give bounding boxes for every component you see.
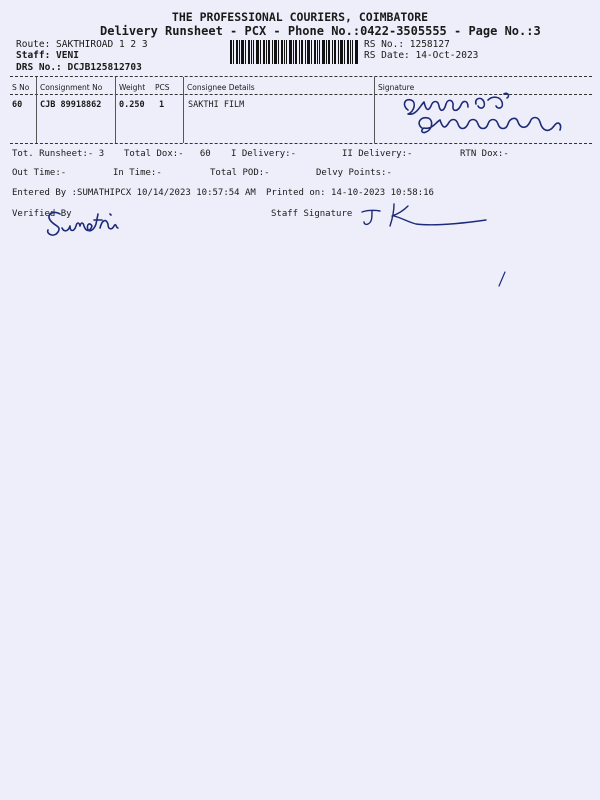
header-consignment-no: Consignment No [40,83,103,92]
staff-label: Staff: VENI [16,50,79,61]
cell-pcs: 1 [159,100,165,110]
barcode [230,40,358,64]
i-delivery: I Delivery:- [231,149,297,159]
recipient-signature [398,90,568,146]
column-divider [36,77,37,143]
cell-consignee: SAKTHI FILM [188,100,245,110]
cell-consignment-no: CJB 89918862 [40,100,102,110]
rs-number: RS No.: 1258127 [364,39,450,50]
stray-pen-mark [496,270,508,288]
rs-date: RS Date: 14-Oct-2023 [364,50,479,61]
header-consignee-details: Consignee Details [187,83,255,92]
printed-on: Printed on: 14-10-2023 10:58:16 [266,188,434,198]
table-bottom-divider [10,143,592,144]
staff-signature [358,202,490,232]
route-label: Route: SAKTHIROAD 1 2 3 [16,39,148,50]
header-weight: Weight [119,83,146,92]
delvy-points: Delvy Points:- [316,168,392,178]
cell-s-no: 60 [12,100,23,110]
cell-weight: 0.250 [119,100,145,110]
header-s-no: S No [12,83,30,92]
verified-by-signature [44,206,140,242]
staff-signature-label: Staff Signature [271,209,353,219]
entered-by: Entered By :SUMATHIPCX 10/14/2023 10:57:54 AM [12,188,256,198]
out-time: Out Time:- [12,168,67,178]
drs-number: DRS No.: DCJB125812703 [16,62,142,73]
table-top-divider [10,76,592,77]
column-divider [374,77,375,143]
in-time: In Time:- [113,168,162,178]
rtn-dox: RTN Dox:- [460,149,509,159]
header-pcs: PCS [155,83,170,92]
header-signature: Signature [378,83,415,92]
tot-runsheet: Tot. Runsheet:- 3 [12,149,105,159]
ii-delivery: II Delivery:- [342,149,413,159]
verified-by-label: Verified By [12,209,72,219]
total-dox: Total Dox:- 60 [124,149,211,159]
column-divider [183,77,184,143]
company-name: THE PROFESSIONAL COURIERS, COIMBATORE [171,10,429,24]
column-divider [115,77,116,143]
total-pod: Total POD:- [210,168,270,178]
runsheet-title: Delivery Runsheet - PCX - Phone No.:0422-3505555 - Page No.:3 [100,24,541,38]
